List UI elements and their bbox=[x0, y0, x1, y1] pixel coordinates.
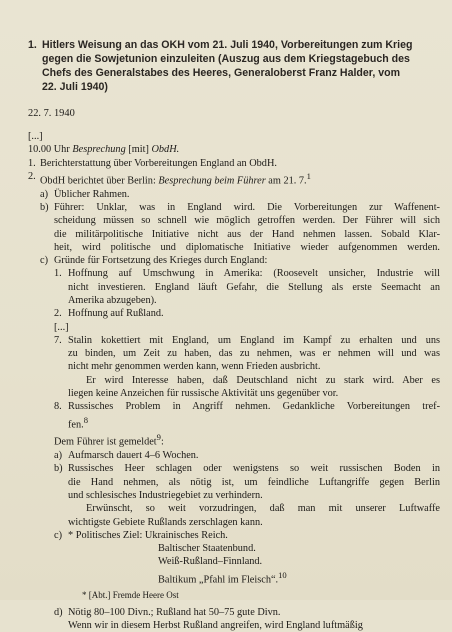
text-line: Stalin kokettiert mit England, um England im Kampf zu erhalten und uns bbox=[68, 334, 440, 346]
footnote-marker: 10 bbox=[278, 569, 287, 580]
item-text: Berichterstattung über Vorbereitungen England an ObdH. bbox=[40, 157, 277, 169]
asterisk-note: * [Abt.] Fremde Heere Ost bbox=[82, 590, 179, 601]
reason-text: Hoffnung auf Rußland. bbox=[68, 308, 164, 320]
reported-label: a) bbox=[54, 450, 62, 462]
reported-label: b) bbox=[54, 463, 63, 475]
time-line bbox=[28, 143, 440, 156]
reported-b bbox=[28, 462, 440, 528]
text-line: Amerika abzugeben). bbox=[68, 294, 157, 306]
text-line: Erwünscht, so weit vorzudringen, daß man mit unserer Luftwaffe bbox=[86, 503, 440, 515]
ellipsis: [...] bbox=[54, 321, 69, 333]
reported-a bbox=[28, 449, 440, 462]
document-heading bbox=[28, 38, 438, 94]
item-text: am 21. 7. bbox=[265, 175, 307, 187]
goal-text: Baltikum „Pfahl im Fleisch“. bbox=[158, 574, 279, 586]
sub-item-b bbox=[28, 201, 440, 254]
sub-item-label: b) bbox=[40, 201, 49, 213]
text-line: heit, wird politische und diplomatische Initiative wieder aufgenommen werden. bbox=[54, 241, 440, 253]
heading-line: gegen die Sowjetunion einzuleiten (Auszug aus dem Kriegstagebuch des bbox=[42, 53, 410, 65]
diary-text bbox=[28, 130, 440, 632]
reported-d bbox=[28, 606, 440, 619]
time-italic: Besprechung bbox=[72, 144, 126, 156]
footnote-marker: 8 bbox=[83, 414, 89, 425]
footnote-marker: 9 bbox=[156, 432, 161, 443]
heading-line: Hitlers Weisung an das OKH vom 21. Juli 1940, Vorbereitungen zum Krieg bbox=[42, 39, 413, 51]
sub-item-text: Üblicher Rahmen. bbox=[54, 188, 130, 200]
text-line: zu binden, um Zeit zu haben, das zu nehmen, was er nehmen will und was bbox=[68, 348, 440, 360]
text-line: die Hand nehmen, als nötig ist, um feindliche Luftangriffe gegen Berlin bbox=[68, 476, 440, 488]
text-line: Er wird Interesse haben, daß Deutschland nicht zu stark wird. Aber es bbox=[86, 374, 440, 386]
reported-text: : bbox=[160, 436, 164, 448]
item-2 bbox=[28, 170, 440, 188]
reported-label: c) bbox=[54, 529, 62, 541]
item-1 bbox=[28, 157, 440, 170]
reason-number: 1. bbox=[54, 268, 62, 280]
reason-number: 7. bbox=[54, 334, 62, 346]
text-line: Russisches Heer schlagen oder wenigstens so weit russischen Boden in bbox=[68, 463, 440, 475]
reported-item-text: Nötig 80–100 Divn.; Rußland hat 50–75 gute Divn. bbox=[68, 606, 281, 618]
reported-c bbox=[28, 529, 440, 542]
sub-item-text: Gründe für Fortsetzung des Krieges durch England: bbox=[54, 255, 268, 267]
text-line: nicht mehr genommen werden kann, wenn Frieden ausbricht. bbox=[68, 361, 321, 373]
goal-line: Weiß-Rußland–Finnland. bbox=[158, 556, 263, 568]
item-number: 2. bbox=[28, 170, 36, 182]
reported-intro bbox=[28, 431, 440, 449]
item-text: ObdH berichtet über Berlin: bbox=[40, 175, 159, 187]
heading-line: 22. Juli 1940) bbox=[42, 81, 108, 93]
time-text: [mit] bbox=[125, 144, 152, 156]
item-number: 1. bbox=[28, 157, 36, 169]
text-line: nicht investieren. England läuft Gefahr, die Stellung als erste Seemacht an bbox=[68, 281, 440, 293]
sub-item-c bbox=[28, 254, 440, 267]
reason-8 bbox=[28, 400, 440, 431]
entry-date: 22. 7. 1940 bbox=[28, 108, 75, 119]
sub-item-a bbox=[28, 188, 440, 201]
reason-2 bbox=[28, 307, 440, 320]
reason-7 bbox=[28, 334, 440, 400]
heading-line: Chefs des Generalstabes des Heeres, Generaloberst Franz Halder, vom bbox=[42, 67, 400, 79]
text-line: Hoffnung auf Umschwung in Amerika: (Roosevelt unsicher, Industrie will bbox=[68, 268, 440, 280]
sub-item-label: a) bbox=[40, 188, 48, 200]
text-line: wichtigste Gebiete Rußlands zerschlagen kann. bbox=[68, 516, 263, 528]
text-line: die militärpolitische Initiative nicht aus der Hand nehmen lassen. Sobald Klar- bbox=[54, 228, 440, 240]
time-text: 10.00 Uhr bbox=[28, 144, 73, 156]
document-number: 1. bbox=[28, 39, 37, 51]
text-line: Russisches Problem in Angriff nehmen. Gedankliche Vorbereitungen tref- bbox=[68, 401, 440, 413]
goal-line: Baltischer Staatenbund. bbox=[158, 543, 256, 555]
reason-1 bbox=[28, 267, 440, 307]
text-line: Führer: Unklar, was in England wird. Die Vorbereitungen zur Waffenent- bbox=[54, 201, 440, 213]
text-line: liegen keine Anzeichen für russische Aktivität uns gegenüber vor. bbox=[68, 388, 339, 400]
text-line: und schlesisches Industriegebiet zu verhindern. bbox=[68, 489, 263, 501]
sub-item-label: c) bbox=[40, 255, 48, 267]
footnote-marker: 1 bbox=[306, 170, 311, 181]
text-line: Wenn wir in diesem Herbst Rußland angreifen, wird England luftmäßig bbox=[68, 620, 363, 632]
reported-item-text: * Politisches Ziel: Ukrainisches Reich. bbox=[68, 529, 228, 541]
item-italic: Besprechung beim Führer bbox=[158, 175, 266, 187]
text-line: scheidung müssen so schnell wie möglich getroffen werden. Der Führer will sich bbox=[54, 215, 440, 227]
reported-item-text: Aufmarsch dauert 4–6 Wochen. bbox=[68, 450, 199, 462]
reason-number: 8. bbox=[54, 401, 62, 413]
text-line: fen. bbox=[68, 419, 84, 431]
time-italic: ObdH. bbox=[151, 144, 180, 156]
reason-number: 2. bbox=[54, 308, 62, 320]
reported-label: d) bbox=[54, 606, 63, 618]
goal-line bbox=[28, 569, 440, 587]
reported-text: Dem Führer ist gemeldet bbox=[54, 436, 157, 448]
ellipsis: [...] bbox=[28, 131, 43, 142]
